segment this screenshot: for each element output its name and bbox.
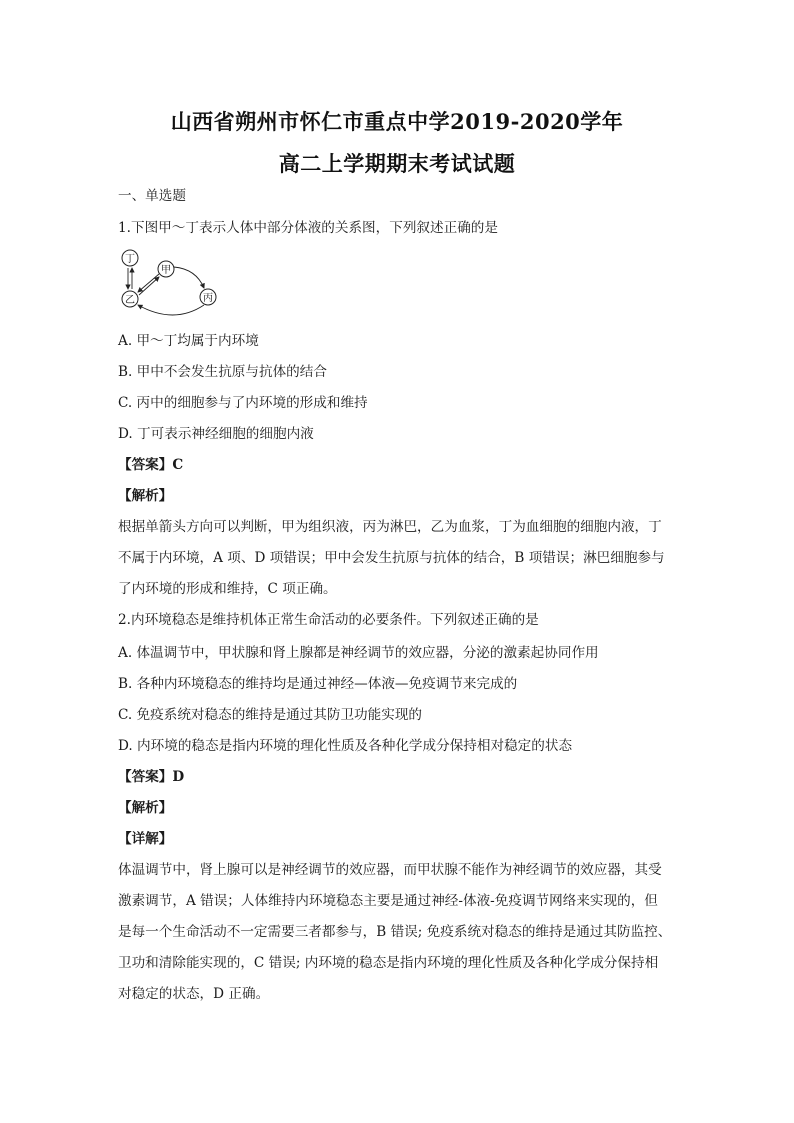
node-ding-label: 丁 xyxy=(125,254,135,265)
q1-answer: 【答案】C xyxy=(118,457,184,473)
q2-detail-label: 【详解】 xyxy=(118,831,173,847)
section-heading: 一、单选题 xyxy=(118,188,186,204)
q2-option-c: C. 免疫系统对稳态的维持是通过其防卫功能实现的 xyxy=(118,707,423,723)
q2-analysis-label: 【解析】 xyxy=(118,800,173,816)
q2-stem: 2.内环境稳态是维持机体正常生命活动的必要条件。下列叙述正确的是 xyxy=(118,612,539,628)
q2-detail-line-3: 是每一个生命活动不一定需要三者都参与，B 错误; 免疫系统对稳态的维持是通过其防监控、 xyxy=(118,924,672,940)
q2-detail-line-2: 激素调节，A 错误；人体维持内环境稳态主要是通过神经-体液-免疫调节网络来实现的，但 xyxy=(118,893,658,909)
body-fluid-diagram xyxy=(114,249,224,321)
document-title-line1: 山西省朔州市怀仁市重点中学2019-2020学年 xyxy=(170,109,624,134)
arrow-bing-to-yi xyxy=(138,305,204,315)
q1-analysis-label: 【解析】 xyxy=(118,488,173,504)
q2-option-a: A. 体温调节中，甲状腺和肾上腺都是神经调节的效应器，分泌的激素起协同作用 xyxy=(118,645,599,661)
arrow-jia-to-bing xyxy=(174,267,204,288)
q2-detail-line-1: 体温调节中，肾上腺可以是神经调节的效应器，而甲状腺不能作为神经调节的效应器，其受 xyxy=(118,862,662,878)
node-jia-label: 甲 xyxy=(161,265,171,276)
arrow-yi-to-jia xyxy=(139,277,159,295)
q1-option-b: B. 甲中不会发生抗原与抗体的结合 xyxy=(118,364,327,380)
q2-option-d: D. 内环境的稳态是指内环境的理化性质及各种化学成分保持相对稳定的状态 xyxy=(118,738,573,754)
node-bing-label: 丙 xyxy=(203,293,213,304)
q1-analysis-line-3: 了内环境的形成和维持，C 项正确。 xyxy=(118,581,337,597)
q1-option-d: D. 丁可表示神经细胞的细胞内液 xyxy=(118,426,314,442)
q2-option-b: B. 各种内环境稳态的维持均是通过神经—体液—免疫调节来完成的 xyxy=(118,676,518,692)
q2-detail-line-5: 对稳定的状态，D 正确。 xyxy=(118,986,270,1002)
q1-stem: 1.下图甲～丁表示人体中部分体液的关系图，下列叙述正确的是 xyxy=(118,220,498,236)
node-yi-label: 乙 xyxy=(125,295,135,306)
q2-detail-line-4: 卫功和清除能实现的，C 错误; 内环境的稳态是指内环境的理化性质及各种化学成分保持相 xyxy=(118,955,659,971)
q1-analysis-line-1: 根据单箭头方向可以判断，甲为组织液，丙为淋巴，乙为血浆，丁为血细胞的细胞内液，丁 xyxy=(118,519,662,535)
q1-option-a: A. 甲～丁均属于内环境 xyxy=(118,333,259,349)
q1-option-c: C. 丙中的细胞参与了内环境的形成和维持 xyxy=(118,395,368,411)
arrow-jia-to-yi xyxy=(138,274,159,292)
q1-analysis-line-2: 不属于内环境，A 项、D 项错误；甲中会发生抗原与抗体的结合，B 项错误；淋巴细胞参与 xyxy=(118,550,665,566)
q2-answer: 【答案】D xyxy=(118,769,185,785)
document-title-line2: 高二上学期期末考试试题 xyxy=(278,151,516,176)
